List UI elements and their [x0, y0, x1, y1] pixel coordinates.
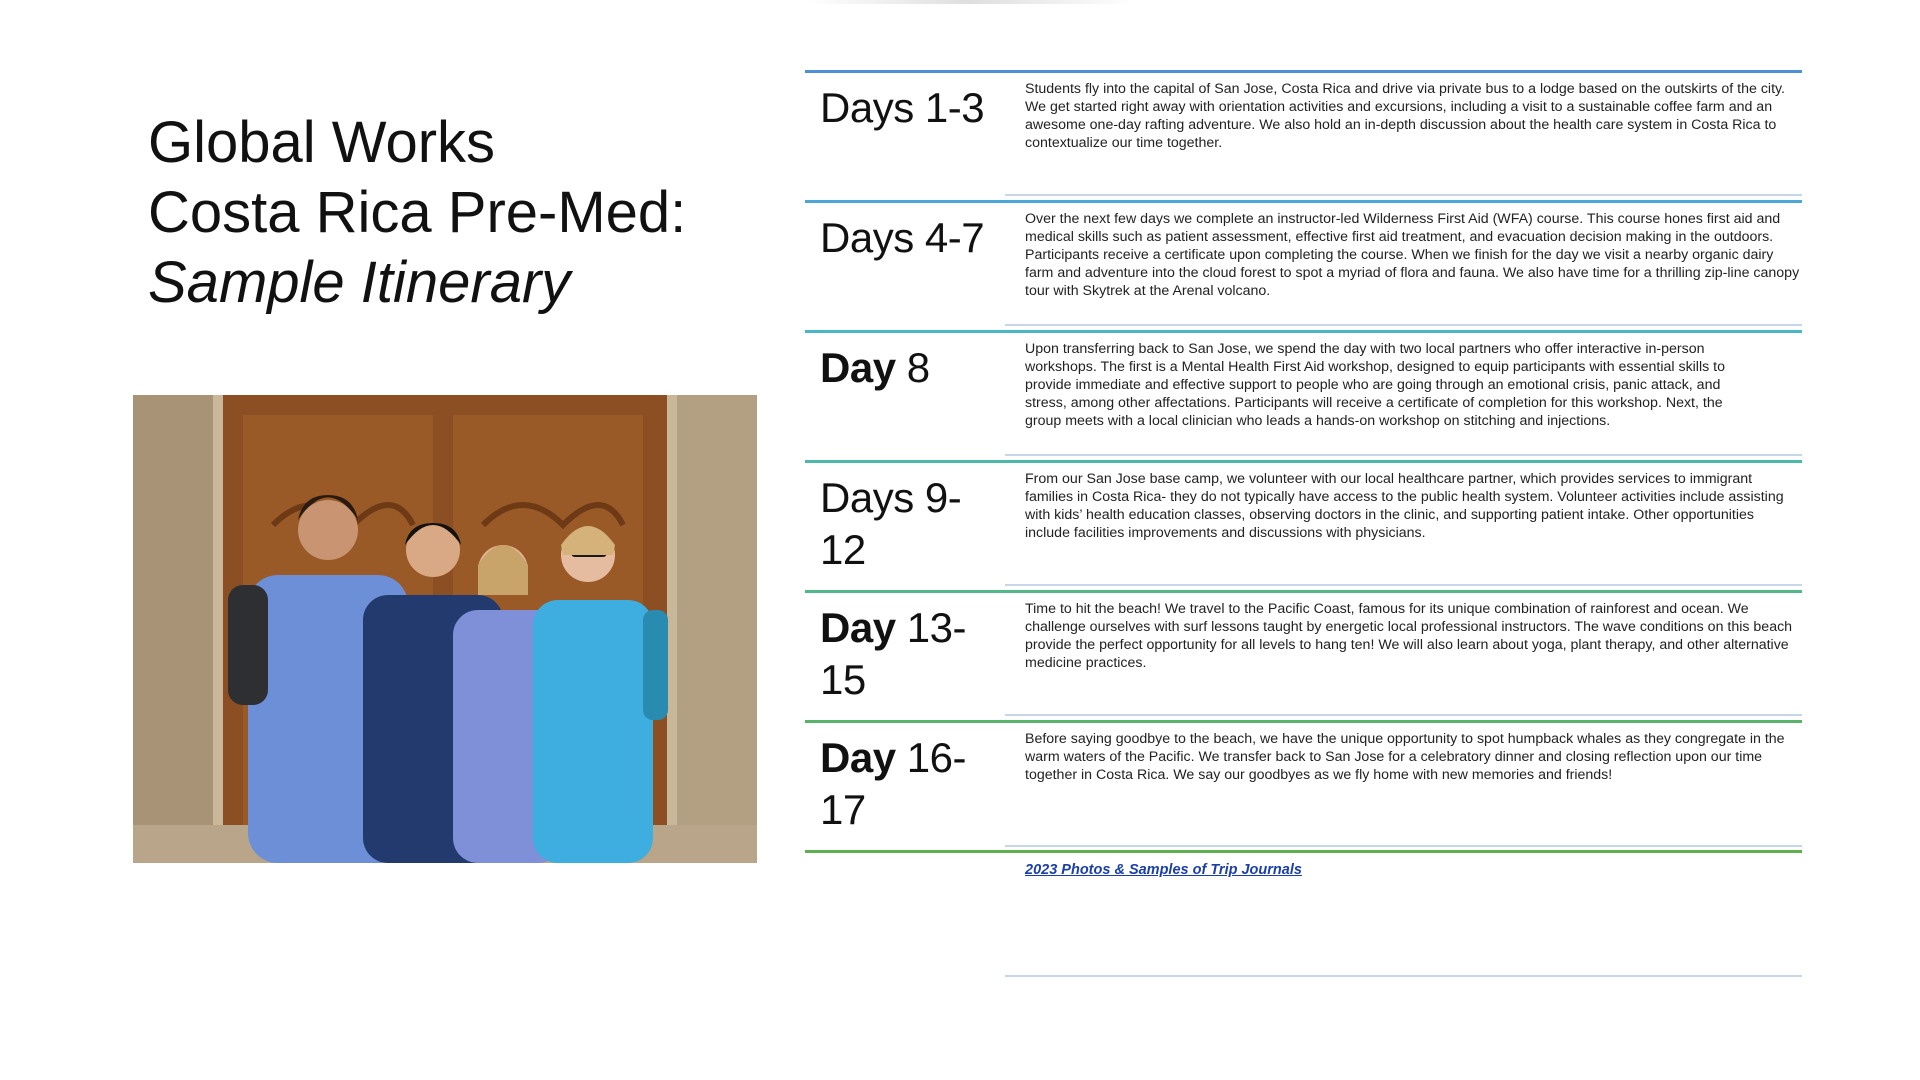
- itinerary-row-2: [805, 200, 1802, 330]
- itinerary-row-3: [805, 330, 1802, 460]
- trip-journals-link[interactable]: 2023 Photos & Samples of Trip Journals: [1025, 862, 1302, 878]
- row-divider: [805, 460, 1802, 463]
- day-label: Days 1-3: [820, 84, 985, 131]
- day-description: Before saying goodbye to the beach, we have the unique opportunity to spot humpback whales as they congregate in the warm waters of the Pacific. We transfer back to San Jose for a celebratory dinner and closing reflection upon our time together in Costa Rica. We say our goodbyes as we fly home with new memories and friends!: [1025, 731, 1785, 783]
- itinerary-row-5: [805, 590, 1802, 720]
- itinerary-timeline: [805, 70, 1802, 878]
- row-subdivider: [1005, 454, 1802, 456]
- day-description: Upon transferring back to San Jose, we spend the day with two local partners who offer interactive in-person workshops. The first is a Mental Health First Aid workshop, designed to equip participants with essential skills to provide immediate and effective support to people who are going through an emotional crisis, panic attack, and stress, among other affectations. Participants will receive a certificate of completion for this workshop. Next, the group meets with a local clinician who leads a hands-on workshop on stitching and injections.: [1025, 341, 1725, 429]
- row-subdivider: [1005, 714, 1802, 716]
- itinerary-row-1: [805, 70, 1802, 200]
- group-photo: [133, 395, 757, 863]
- row-divider: [805, 70, 1802, 73]
- day-label: Day 8: [820, 344, 930, 391]
- row-divider: [805, 590, 1802, 593]
- row-divider: [805, 720, 1802, 723]
- day-description: Over the next few days we complete an instructor-led Wilderness First Aid (WFA) course. This course hones first aid and medical skills such as patient assessment, effective first aid treatment, and evacuation decision making in the outdoors. Participants receive a certificate upon completing the course. When we finish for the day we visit a nearby organic dairy farm and adventure into the cloud forest to spot a myriad of flora and fauna. We also have time for a thrilling zip-line canopy tour with Skytrek at the Arenal volcano.: [1025, 211, 1800, 299]
- top-edge-shadow: [805, 0, 1135, 4]
- row-subdivider: [1005, 584, 1802, 586]
- day-description: From our San Jose base camp, we volunteer with our local healthcare partner, which provides services to immigrant families in Costa Rica- they do not typically have access to the public health system. Volunteer activities include assisting with kids’ health education classes, observing doctors in the clinic, and supporting patient intake. Other opportunities include facilities improvements and discussions with physicians.: [1025, 471, 1784, 541]
- title-line-1: Global Works: [148, 110, 496, 175]
- day-label: Days 9-12: [820, 474, 962, 573]
- day-label: Day 13-15: [820, 604, 966, 703]
- row-subdivider: [1005, 324, 1802, 326]
- day-label: Day 16-17: [820, 734, 966, 833]
- row-divider-bottom: [805, 850, 1802, 853]
- row-subdivider: [1005, 194, 1802, 196]
- title-line-3: Sample Itinerary: [148, 250, 571, 315]
- group-photo-illustration: [133, 395, 757, 863]
- day-description: Students fly into the capital of San Jose, Costa Rica and drive via private bus to a lodge based on the outskirts of the city. We get started right away with orientation activities and excursions, including a visit to a sustainable coffee farm and an awesome one-day rafting adventure. We also hold an in-depth discussion about the health care system in Costa Rica to contextualize our time together.: [1025, 81, 1785, 151]
- day-description: Time to hit the beach! We travel to the Pacific Coast, famous for its unique combination of rainforest and ocean. We challenge ourselves with surf lessons taught by energetic local professional instructors. The wave conditions on this beach provide the perfect opportunity for all levels to hang ten! We will also learn about yoga, plant therapy, and other alternative medicine practices.: [1025, 601, 1793, 671]
- title-line-2: Costa Rica Pre-Med:: [148, 180, 687, 245]
- slide-title: [148, 108, 768, 318]
- itinerary-row-6: [805, 720, 1802, 850]
- itinerary-row-4: [805, 460, 1802, 590]
- row-subdivider: [1005, 845, 1802, 847]
- row-divider: [805, 330, 1802, 333]
- day-label: Days 4-7: [820, 214, 985, 261]
- footer-divider: [1005, 975, 1802, 977]
- row-divider: [805, 200, 1802, 203]
